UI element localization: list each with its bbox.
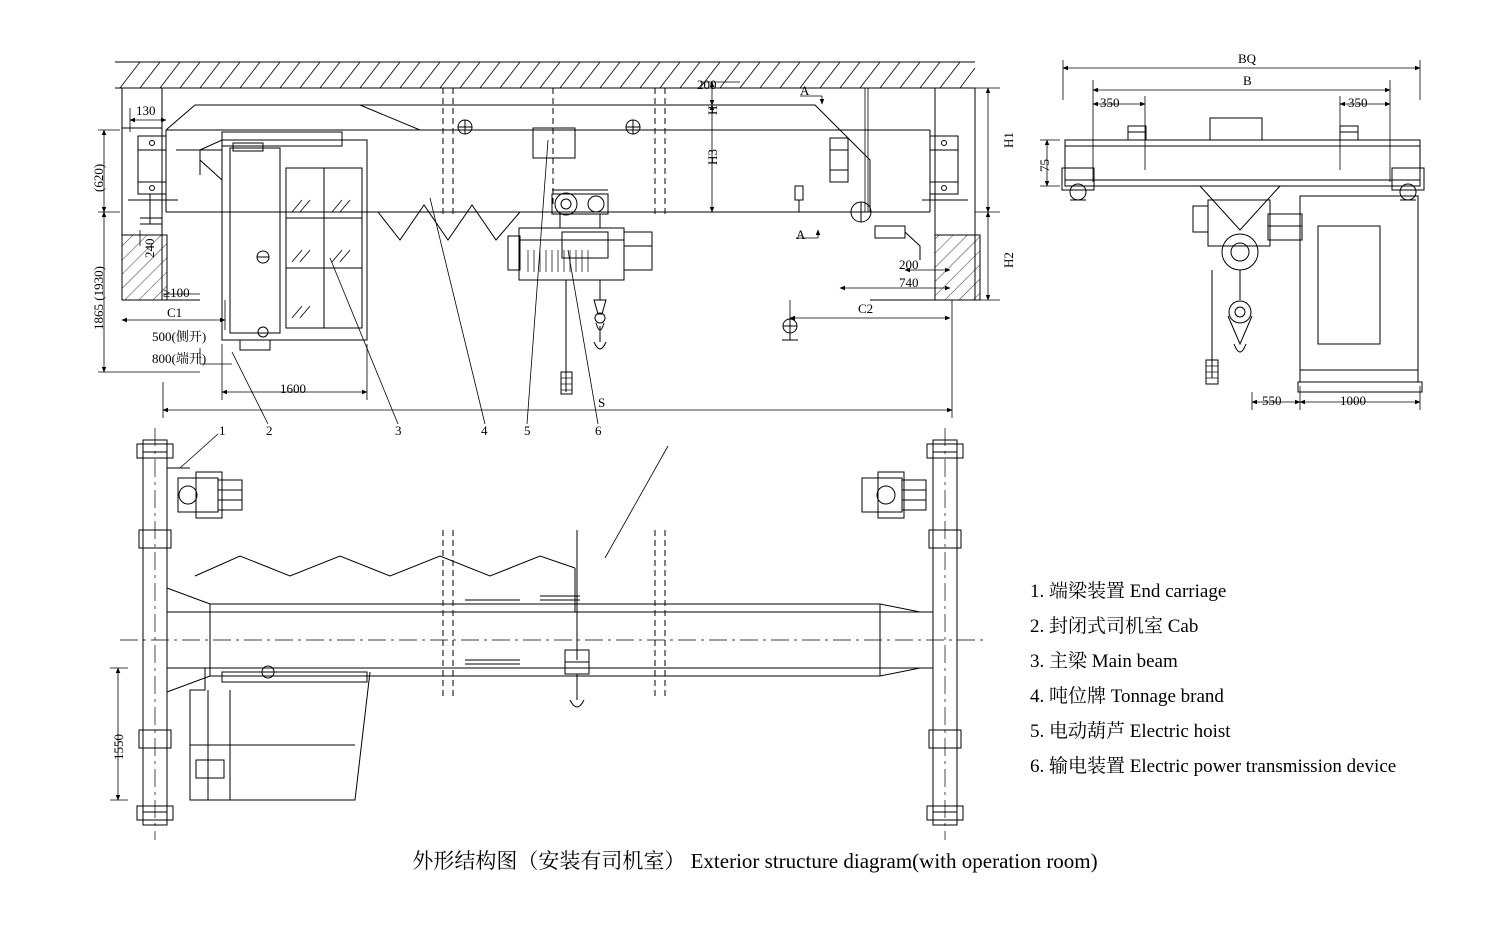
legend-item-3-num: 3. xyxy=(1030,651,1045,672)
callout-3: 3 xyxy=(395,423,402,438)
dim-span-s: S xyxy=(598,395,606,410)
right-wall xyxy=(870,88,980,300)
dim-c2: C2 xyxy=(858,301,874,316)
dim-200-right: 200 xyxy=(899,257,919,272)
dim-350-left: 350 xyxy=(1100,95,1120,110)
dim-200-top: 200 xyxy=(697,77,717,92)
legend-item-5-label: 电动葫芦 Electric hoist xyxy=(1049,721,1231,742)
legend-item-4 xyxy=(1030,687,1490,706)
legend-item-4-label: 吨位牌 Tonnage brand xyxy=(1049,686,1224,707)
operator-cab-elevation xyxy=(176,132,367,350)
legend-item-6-label: 输电装置 Electric power transmission device xyxy=(1049,756,1397,777)
callout-1: 1 xyxy=(219,423,226,438)
dim-1550: 1550 xyxy=(111,734,126,760)
section-view-aa xyxy=(1037,60,1424,410)
dim-min-100: ≥100 xyxy=(163,285,190,300)
legend xyxy=(1030,582,1490,792)
section-mark-a-top: A xyxy=(800,83,810,98)
legend-item-6 xyxy=(1030,757,1490,776)
dim-1000: 1000 xyxy=(1340,393,1366,408)
dim-h2: H2 xyxy=(1001,252,1016,268)
festoon-cable xyxy=(378,205,520,240)
legend-item-6-num: 6. xyxy=(1030,756,1045,777)
legend-item-4-num: 4. xyxy=(1030,686,1045,707)
legend-item-5 xyxy=(1030,722,1490,741)
end-carriage-left xyxy=(1062,126,1146,200)
legend-item-1 xyxy=(1030,582,1490,601)
callout-6: 6 xyxy=(595,423,602,438)
runway-rail-right xyxy=(922,136,968,200)
legend-item-1-num: 1. xyxy=(1030,581,1045,602)
legend-item-2-num: 2. xyxy=(1030,616,1045,637)
dim-75: 75 xyxy=(1037,159,1052,172)
dim-500-side-open: 500(侧开) xyxy=(152,329,207,344)
end-carriage-right xyxy=(1340,126,1424,200)
dim-1865-1930: 1865 (1930) xyxy=(91,266,106,330)
dim-130: 130 xyxy=(136,103,156,118)
girder-fittings xyxy=(458,120,848,212)
dim-c1: C1 xyxy=(167,305,183,320)
dim-bq: BQ xyxy=(1238,51,1257,66)
dim-800-end-open: 800(端开) xyxy=(152,351,207,366)
ceiling-hatching xyxy=(115,62,975,88)
dim-1600: 1600 xyxy=(280,381,306,396)
dim-620: (620) xyxy=(91,163,106,192)
legend-item-1-label: 端梁装置 End carriage xyxy=(1049,581,1227,602)
dim-740: 740 xyxy=(899,275,919,290)
callout-5: 5 xyxy=(524,423,531,438)
dim-h1: H1 xyxy=(1001,132,1016,148)
drawing-caption: 外形结构图（安装有司机室） Exterior structure diagram(with operation room) xyxy=(412,849,1098,873)
legend-item-2-label: 封闭式司机室 Cab xyxy=(1049,616,1199,637)
legend-item-3-label: 主梁 Main beam xyxy=(1049,651,1178,672)
legend-item-5-num: 5. xyxy=(1030,721,1045,742)
plan-view xyxy=(110,428,985,840)
runway-rail-left xyxy=(128,136,178,224)
dim-550: 550 xyxy=(1262,393,1282,408)
dim-b: B xyxy=(1243,73,1252,88)
legend-item-3 xyxy=(1030,652,1490,671)
dim-h3: H3 xyxy=(705,149,720,165)
dim-240: 240 xyxy=(142,238,157,258)
dim-350-right: 350 xyxy=(1348,95,1368,110)
legend-item-2 xyxy=(1030,617,1490,636)
electric-hoist-elevation xyxy=(508,190,920,394)
callout-2: 2 xyxy=(266,423,273,438)
dim-h: H xyxy=(705,105,720,115)
section-break-lines xyxy=(443,88,665,218)
section-mark-a-bottom: A xyxy=(796,227,806,242)
callout-4: 4 xyxy=(481,423,488,438)
